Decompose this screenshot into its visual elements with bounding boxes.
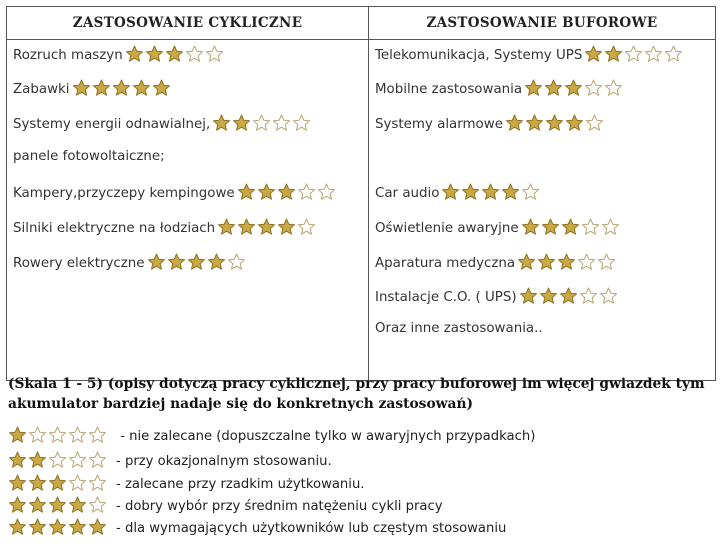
star-icon: [8, 496, 27, 513]
legend-text: - przy okazjonalnym stosowaniu.: [116, 454, 332, 469]
empty-star-icon: [48, 451, 67, 468]
star-icon: [48, 518, 67, 535]
buffer-column: [369, 40, 716, 381]
star-rating: [524, 79, 624, 96]
empty-star-icon: [585, 114, 604, 131]
star-icon: [277, 183, 296, 200]
star-icon: [145, 45, 164, 62]
star-icon: [541, 218, 560, 235]
item-label: Kampery,przyczepy kempingowe: [13, 186, 235, 201]
empty-star-icon: [577, 253, 596, 270]
item-label: Instalacje C.O. ( UPS): [375, 290, 517, 305]
item-label: Car audio: [375, 186, 440, 201]
star-icon: [8, 474, 27, 491]
legend-row: [8, 426, 535, 444]
cyclic-list: [7, 40, 368, 380]
empty-star-icon: [185, 45, 204, 62]
star-icon: [8, 426, 27, 443]
star-rating: [441, 183, 541, 200]
star-icon: [604, 45, 623, 62]
star-icon: [28, 451, 47, 468]
star-icon: [8, 518, 27, 535]
empty-star-icon: [664, 45, 683, 62]
star-rating: [212, 114, 312, 131]
legend-row: [8, 496, 443, 514]
star-icon: [217, 218, 236, 235]
empty-star-icon: [227, 253, 246, 270]
star-rating: [8, 426, 108, 443]
star-rating: [125, 45, 225, 62]
empty-star-icon: [68, 474, 87, 491]
star-icon: [237, 183, 256, 200]
star-icon: [207, 253, 226, 270]
star-icon: [167, 253, 186, 270]
star-icon: [187, 253, 206, 270]
star-rating: [72, 79, 172, 96]
cyclic-item: [13, 45, 225, 63]
star-icon: [92, 79, 111, 96]
empty-star-icon: [584, 79, 603, 96]
buffer-list: [369, 40, 715, 380]
buffer-item: [375, 114, 605, 132]
buffer-item: [375, 183, 541, 201]
cyclic-column: [7, 40, 369, 381]
star-icon: [521, 218, 540, 235]
star-icon: [524, 79, 543, 96]
cyclic-item: [13, 149, 165, 164]
empty-star-icon: [48, 426, 67, 443]
empty-star-icon: [581, 218, 600, 235]
star-rating: [237, 183, 337, 200]
legend-row: [8, 474, 365, 492]
star-icon: [68, 518, 87, 535]
item-label: Systemy energii odnawialnej,: [13, 117, 211, 132]
star-icon: [232, 114, 251, 131]
star-rating: [8, 496, 108, 513]
empty-star-icon: [601, 218, 620, 235]
legend-text: - dla wymagających użytkowników lub częstym stosowaniu: [116, 521, 507, 536]
empty-star-icon: [205, 45, 224, 62]
empty-star-icon: [317, 183, 336, 200]
star-icon: [277, 218, 296, 235]
empty-star-icon: [579, 287, 598, 304]
empty-star-icon: [604, 79, 623, 96]
empty-star-icon: [272, 114, 291, 131]
star-icon: [561, 218, 580, 235]
star-icon: [461, 183, 480, 200]
header-buffer: ZASTOSOWANIE BUFOROWE: [369, 7, 716, 40]
star-icon: [559, 287, 578, 304]
star-icon: [28, 474, 47, 491]
star-icon: [237, 218, 256, 235]
star-icon: [28, 518, 47, 535]
item-label: Telekomunikacja, Systemy UPS: [375, 48, 583, 63]
buffer-item: [375, 321, 543, 336]
cyclic-item: [13, 183, 337, 201]
star-icon: [565, 114, 584, 131]
star-icon: [505, 114, 524, 131]
item-label: Zabawki: [13, 82, 70, 97]
star-icon: [152, 79, 171, 96]
empty-star-icon: [597, 253, 616, 270]
empty-star-icon: [28, 426, 47, 443]
item-label: panele fotowoltaiczne;: [13, 149, 165, 164]
star-rating: [584, 45, 684, 62]
star-icon: [519, 287, 538, 304]
buffer-item: [375, 253, 617, 271]
legend-text: - dobry wybór przy średnim natężeniu cykli pracy: [116, 499, 443, 514]
star-icon: [72, 79, 91, 96]
item-label: Oraz inne zastosowania..: [375, 321, 543, 336]
star-rating: [8, 518, 108, 535]
item-label: Rowery elektryczne: [13, 256, 145, 271]
star-icon: [544, 79, 563, 96]
item-label: Systemy alarmowe: [375, 117, 503, 132]
star-icon: [545, 114, 564, 131]
star-icon: [8, 451, 27, 468]
star-icon: [584, 45, 603, 62]
star-icon: [564, 79, 583, 96]
legend-row: [8, 518, 506, 536]
star-icon: [112, 79, 131, 96]
star-icon: [88, 518, 107, 535]
star-rating: [217, 218, 317, 235]
item-label: Oświetlenie awaryjne: [375, 221, 519, 236]
star-icon: [537, 253, 556, 270]
star-icon: [132, 79, 151, 96]
empty-star-icon: [599, 287, 618, 304]
star-icon: [48, 474, 67, 491]
empty-star-icon: [88, 496, 107, 513]
cyclic-item: [13, 253, 247, 271]
empty-star-icon: [68, 451, 87, 468]
buffer-item: [375, 79, 624, 97]
empty-star-icon: [88, 426, 107, 443]
star-rating: [8, 474, 108, 491]
star-icon: [48, 496, 67, 513]
empty-star-icon: [644, 45, 663, 62]
star-icon: [441, 183, 460, 200]
star-rating: [521, 218, 621, 235]
star-icon: [257, 218, 276, 235]
item-label: Silniki elektryczne na łodziach: [13, 221, 216, 236]
cyclic-item: [13, 79, 172, 97]
empty-star-icon: [252, 114, 271, 131]
star-rating: [519, 287, 619, 304]
star-rating: [8, 451, 108, 468]
empty-star-icon: [292, 114, 311, 131]
buffer-item: [375, 287, 619, 305]
item-label: Rozruch maszyn: [13, 48, 123, 63]
legend-row: [8, 451, 332, 469]
legend-text: - nie zalecane (dopuszczalne tylko w awaryjnych przypadkach): [116, 429, 536, 444]
star-icon: [539, 287, 558, 304]
buffer-item: [375, 218, 621, 236]
empty-star-icon: [297, 218, 316, 235]
star-rating: [505, 114, 605, 131]
cyclic-item: [13, 218, 317, 236]
legend-text: - zalecane przy rzadkim użytkowaniu.: [116, 477, 365, 492]
star-icon: [257, 183, 276, 200]
star-icon: [525, 114, 544, 131]
scale-note: (Skala 1 - 5) (opisy dotyczą pracy cyklicznej, przy pracy buforowej im więcej gwiazdek tym akumulator bardziej nadaje się do konkretnych zastosowań): [8, 376, 705, 412]
star-icon: [517, 253, 536, 270]
empty-star-icon: [88, 451, 107, 468]
star-icon: [68, 496, 87, 513]
empty-star-icon: [68, 426, 87, 443]
star-rating: [147, 253, 247, 270]
item-label: Aparatura medyczna: [375, 256, 516, 271]
star-icon: [165, 45, 184, 62]
cyclic-item: [13, 114, 312, 132]
header-cyclic: ZASTOSOWANIE CYKLICZNE: [7, 7, 369, 40]
star-icon: [501, 183, 520, 200]
item-label: Mobilne zastosowania: [375, 82, 523, 97]
star-icon: [212, 114, 231, 131]
buffer-item: [375, 45, 684, 63]
empty-star-icon: [521, 183, 540, 200]
star-icon: [28, 496, 47, 513]
star-rating: [517, 253, 617, 270]
star-icon: [481, 183, 500, 200]
applications-table: [6, 6, 716, 381]
star-icon: [147, 253, 166, 270]
empty-star-icon: [297, 183, 316, 200]
empty-star-icon: [88, 474, 107, 491]
empty-star-icon: [624, 45, 643, 62]
star-icon: [125, 45, 144, 62]
star-icon: [557, 253, 576, 270]
